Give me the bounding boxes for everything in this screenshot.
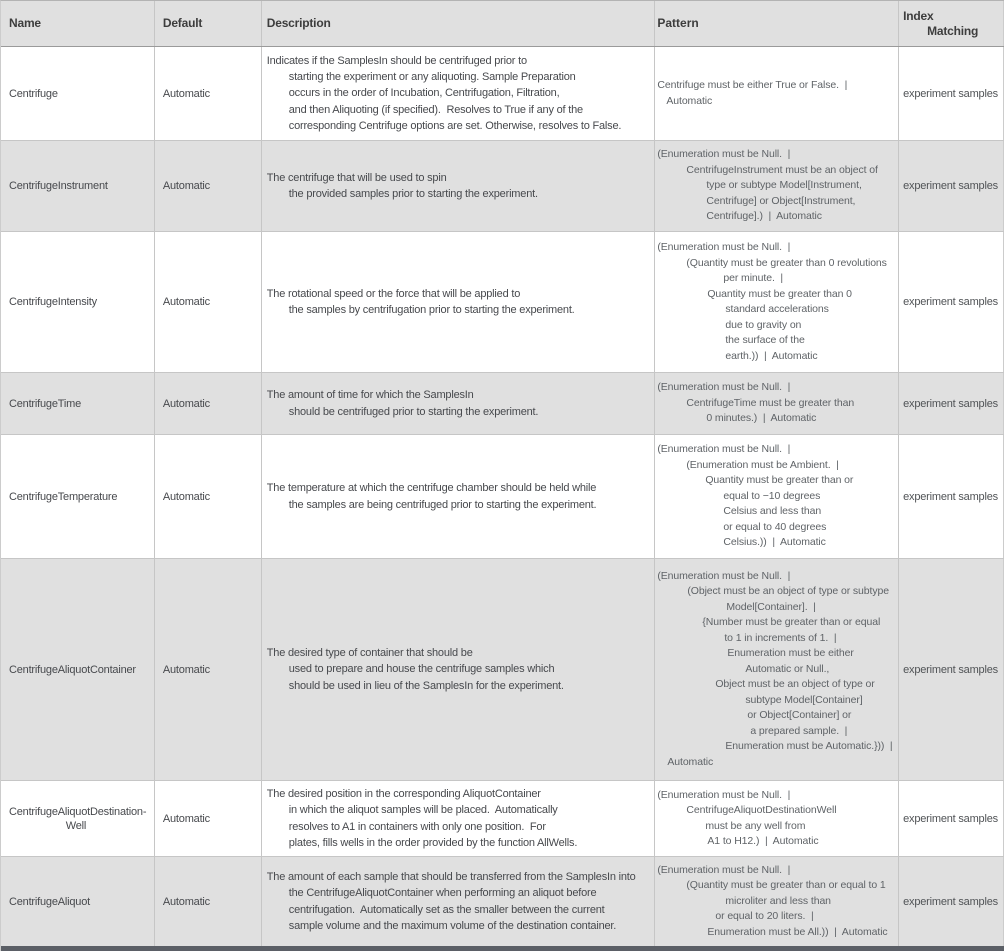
description-cell: [262, 141, 656, 231]
option-name: CentrifugeIntensity: [9, 296, 97, 308]
index-matching-value: experiment samples: [903, 490, 998, 503]
option-name: CentrifugeTemperature: [9, 490, 118, 503]
pattern-line: (Enumeration must be Null. |: [657, 569, 791, 582]
index-matching-cell: [899, 435, 1004, 558]
description-cell: [262, 857, 656, 946]
index-matching-cell: [899, 559, 1004, 780]
description-line: should be used in lieu of the SamplesIn for the experiment.: [288, 679, 564, 692]
pattern-line: Automatic: [667, 755, 714, 768]
name-cell: [1, 47, 155, 140]
table-row: [1, 47, 1004, 141]
column-header-default: [155, 1, 262, 46]
description-line: the provided samples prior to starting the experiment.: [288, 188, 538, 200]
pattern-line: 0 minutes.) | Automatic: [706, 412, 817, 425]
pattern-line: Enumeration must be either: [727, 647, 854, 660]
pattern-line: Enumeration must be All.)) | Automatic: [707, 925, 888, 938]
column-header-pattern: [655, 1, 899, 46]
pattern-line: Celsius and less than: [723, 505, 822, 518]
index-matching-cell: [899, 232, 1004, 372]
description-cell: [262, 47, 656, 140]
default-value: Automatic: [162, 812, 210, 825]
pattern-line: Quantity must be greater than or: [705, 474, 854, 487]
pattern-line: {Number must be greater than or equal: [702, 616, 881, 629]
bottom-scroll-bar[interactable]: [1, 946, 1004, 951]
pattern-line: per minute. |: [723, 272, 784, 284]
name-cell: [1, 435, 155, 558]
name-cell: [1, 781, 155, 856]
index-matching-value: experiment samples: [903, 663, 998, 676]
pattern-line: CentrifugeAliquotDestinationWell: [686, 804, 837, 816]
description-cell: [262, 781, 656, 856]
column-header-index-matching: [899, 1, 1004, 46]
index-matching-value: experiment samples: [903, 895, 998, 908]
pattern-line: the surface of the: [725, 334, 805, 346]
column-header-label: Matching: [927, 23, 979, 38]
default-value: Automatic: [162, 296, 210, 308]
option-name: CentrifugeAliquot: [9, 895, 90, 908]
pattern-cell: [655, 373, 899, 434]
pattern-line: Centrifuge must be either True or False. |: [657, 79, 848, 91]
pattern-line: due to gravity on: [725, 318, 802, 331]
pattern-line: must be any well from: [705, 819, 806, 832]
description-cell: [262, 435, 656, 558]
description-line: plates, fills wells in the order provided by the function AllWells.: [288, 836, 578, 849]
description-line: starting the experiment or any aliquoting. Sample Preparation: [288, 71, 576, 84]
option-name: CentrifugeTime: [9, 397, 81, 410]
column-header-label: Index: [903, 8, 934, 23]
description-line: resolves to A1 in containers with only one position. For: [288, 820, 546, 833]
pattern-line: (Enumeration must be Null. |: [657, 863, 791, 876]
pattern-cell: [655, 435, 899, 558]
description-cell: [262, 559, 656, 780]
default-cell: [155, 435, 262, 558]
column-header-label: Name: [9, 16, 41, 30]
pattern-line: Automatic: [666, 94, 713, 107]
name-cell: [1, 141, 155, 231]
column-header-name: [1, 1, 155, 46]
index-matching-value: experiment samples: [903, 397, 998, 410]
description-line: The desired position in the corresponding AliquotContainer: [266, 788, 541, 801]
pattern-line: (Enumeration must be Null. |: [657, 381, 791, 394]
index-matching-cell: [899, 373, 1004, 434]
pattern-line: CentrifugeInstrument must be an object of: [686, 163, 878, 176]
table-header: [1, 1, 1004, 47]
pattern-line: or equal to 20 liters. |: [715, 910, 814, 923]
pattern-cell: [655, 47, 899, 140]
pattern-line: to 1 in increments of 1. |: [724, 631, 837, 644]
default-cell: [155, 232, 262, 372]
default-cell: [155, 559, 262, 780]
pattern-line: subtype Model[Container]: [745, 693, 863, 706]
default-cell: [155, 141, 262, 231]
description-line: the samples are being centrifuged prior to starting the experiment.: [288, 498, 597, 511]
pattern-line: CentrifugeTime must be greater than: [686, 396, 855, 409]
pattern-line: A1 to H12.) | Automatic: [707, 835, 819, 847]
description-line: The amount of each sample that should be transferred from the SamplesIn into: [266, 871, 636, 884]
table-body: [1, 47, 1004, 947]
table-row: [1, 435, 1004, 559]
column-header-label: Default: [162, 16, 203, 30]
index-matching-cell: [899, 47, 1004, 140]
option-name: Well: [65, 819, 87, 832]
column-header-description: [262, 1, 656, 46]
index-matching-value: experiment samples: [903, 296, 998, 308]
pattern-line: (Enumeration must be Null. |: [657, 788, 791, 801]
table-row: [1, 781, 1004, 857]
option-name: Centrifuge: [9, 87, 58, 100]
default-value: Automatic: [162, 180, 210, 192]
description-line: used to prepare and house the centrifuge samples which: [288, 663, 555, 676]
pattern-line: or equal to 40 degrees: [723, 520, 827, 533]
index-matching-value: experiment samples: [903, 812, 998, 825]
description-line: occurs in the order of Incubation, Centrifugation, Filtration,: [288, 87, 560, 100]
index-matching-cell: [899, 141, 1004, 231]
pattern-line: (Object must be an object of type or subtype: [687, 585, 889, 598]
name-cell: [1, 232, 155, 372]
pattern-cell: [655, 781, 899, 856]
description-line: corresponding Centrifuge options are set. Otherwise, resolves to False.: [288, 119, 622, 132]
pattern-line: a prepared sample. |: [750, 724, 848, 737]
pattern-line: (Enumeration must be Null. |: [657, 148, 791, 161]
pattern-line: (Enumeration must be Null. |: [657, 443, 791, 456]
index-matching-value: experiment samples: [903, 180, 998, 192]
description-line: the samples by centrifugation prior to starting the experiment.: [288, 304, 575, 316]
default-value: Automatic: [162, 87, 210, 100]
column-header-label: Pattern: [657, 16, 699, 30]
pattern-line: microliter and less than: [725, 894, 831, 907]
description-line: and then Aliquoting (if specified). Resolves to True if any of the: [288, 103, 583, 116]
default-cell: [155, 781, 262, 856]
table-row: [1, 141, 1004, 232]
description-line: centrifugation. Automatically set as the smaller between the current: [288, 903, 605, 916]
name-cell: [1, 373, 155, 434]
description-line: The desired type of container that should be: [266, 647, 473, 660]
pattern-line: Enumeration must be Automatic.})) |: [725, 740, 893, 753]
pattern-cell: [655, 857, 899, 946]
index-matching-cell: [899, 781, 1004, 856]
table-row: [1, 559, 1004, 781]
default-value: Automatic: [162, 663, 210, 676]
option-name: CentrifugeInstrument: [9, 180, 108, 192]
column-header-label: Description: [266, 16, 331, 30]
table-row: [1, 857, 1004, 947]
pattern-line: equal to −10 degrees: [723, 489, 821, 502]
default-value: Automatic: [162, 490, 210, 503]
description-line: The rotational speed or the force that will be applied to: [266, 287, 521, 300]
pattern-line: Centrifuge].) | Automatic: [706, 210, 822, 223]
description-line: sample volume and the maximum volume of the destination container.: [288, 919, 617, 932]
pattern-line: Automatic or Null.,: [745, 662, 830, 675]
default-cell: [155, 857, 262, 946]
pattern-line: or Object[Container] or: [747, 709, 852, 722]
description-cell: [262, 373, 656, 434]
pattern-line: Object must be an object of type or: [715, 678, 875, 691]
pattern-cell: [655, 559, 899, 780]
pattern-line: (Enumeration must be Null. |: [657, 241, 791, 253]
description-line: should be centrifuged prior to starting the experiment.: [288, 405, 539, 418]
pattern-line: Model[Container]. |: [726, 600, 816, 613]
pattern-cell: [655, 232, 899, 372]
description-line: the CentrifugeAliquotContainer when performing an aliquot before: [288, 887, 597, 900]
description-line: Indicates if the SamplesIn should be centrifuged prior to: [266, 54, 527, 67]
default-cell: [155, 373, 262, 434]
description-line: in which the aliquot samples will be placed. Automatically: [288, 804, 558, 817]
pattern-line: Centrifuge] or Object[Instrument,: [706, 194, 856, 207]
default-value: Automatic: [162, 397, 210, 410]
table-row: [1, 232, 1004, 373]
description-line: The centrifuge that will be used to spin: [266, 171, 447, 184]
pattern-line: (Quantity must be greater than 0 revolutions: [686, 256, 887, 269]
description-cell: [262, 232, 656, 372]
default-cell: [155, 47, 262, 140]
pattern-line: Quantity must be greater than 0: [707, 287, 852, 300]
pattern-line: (Quantity must be greater than or equal to 1: [686, 879, 886, 892]
description-line: The temperature at which the centrifuge chamber should be held while: [266, 482, 597, 495]
pattern-cell: [655, 141, 899, 231]
index-matching-cell: [899, 857, 1004, 946]
pattern-line: standard accelerations: [725, 303, 829, 315]
pattern-line: earth.)) | Automatic: [725, 349, 818, 362]
index-matching-value: experiment samples: [903, 87, 998, 100]
table-row: [1, 373, 1004, 435]
option-name: CentrifugeAliquotContainer: [9, 663, 136, 676]
default-value: Automatic: [162, 895, 210, 908]
description-line: The amount of time for which the SamplesIn: [266, 389, 474, 402]
pattern-line: (Enumeration must be Ambient. |: [686, 458, 839, 471]
pattern-line: type or subtype Model[Instrument,: [706, 179, 862, 192]
option-name: CentrifugeAliquotDestination-: [9, 805, 147, 818]
pattern-line: Celsius.)) | Automatic: [723, 536, 826, 549]
name-cell: [1, 559, 155, 780]
name-cell: [1, 857, 155, 946]
